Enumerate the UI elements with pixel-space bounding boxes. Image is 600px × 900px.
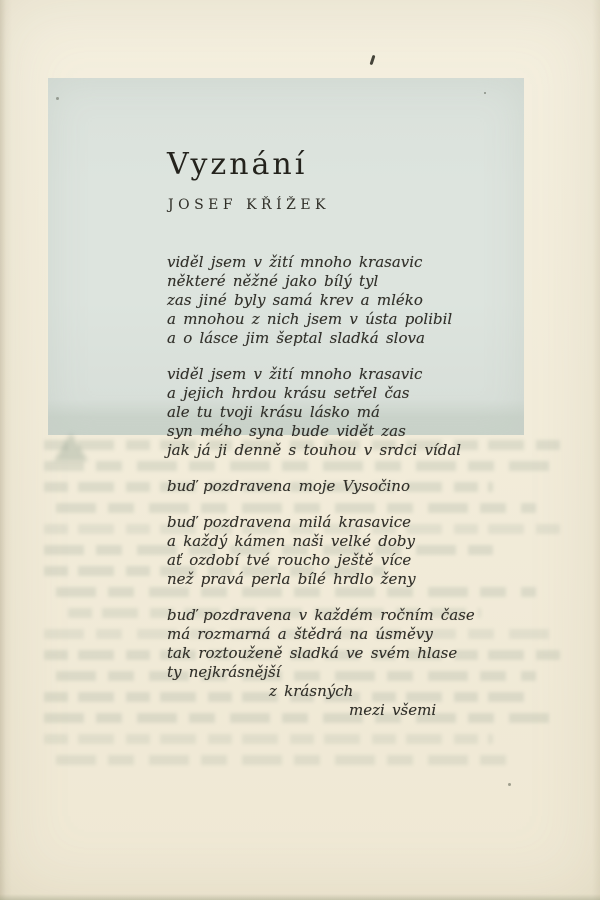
page-right-edge-shadow bbox=[592, 0, 600, 900]
poem-line: viděl jsem v žití mnoho krasavic bbox=[167, 253, 423, 271]
poem-line: ať ozdobí tvé roucho ještě více bbox=[167, 551, 412, 569]
poem bbox=[167, 253, 497, 737]
poem-line: některé něžné jako bílý tyl bbox=[167, 272, 379, 290]
poem-line: a každý kámen naši velké doby bbox=[167, 532, 416, 550]
poem-line: tak roztouženě sladká ve svém hlase bbox=[167, 644, 458, 662]
poem-line: zas jiné byly samá krev a mléko bbox=[167, 291, 423, 309]
ink-speck bbox=[56, 97, 59, 100]
poem-line: a o lásce jim šeptal sladká slova bbox=[167, 329, 425, 347]
poem-line: ale tu tvoji krásu lásko má bbox=[167, 403, 380, 421]
poem-line: má rozmarná a štědrá na úsměvy bbox=[167, 625, 433, 643]
page-bottom-edge-shadow bbox=[0, 894, 600, 900]
stanza-2 bbox=[167, 365, 497, 460]
ink-slash-mark bbox=[370, 55, 376, 65]
page-left-edge-shadow bbox=[0, 0, 12, 900]
bleedthrough-dropcap-ghost bbox=[54, 433, 88, 461]
poem-line: a mnohou z nich jsem v ústa polibil bbox=[167, 310, 453, 328]
poem-line: viděl jsem v žití mnoho krasavic bbox=[167, 365, 423, 383]
stanza-5 bbox=[167, 606, 497, 720]
stanza-1 bbox=[167, 253, 497, 348]
poem-line: ty nejkrásnější bbox=[167, 663, 281, 681]
poem-title: Vyznání bbox=[167, 147, 308, 182]
bleed-line bbox=[56, 755, 510, 765]
poem-line: a jejich hrdou krásu setřel čas bbox=[167, 384, 410, 402]
stanza-4 bbox=[167, 513, 497, 589]
ink-speck bbox=[508, 783, 511, 786]
poem-line: z krásných bbox=[269, 682, 354, 700]
poem-line: buď pozdravena moje Vysočino bbox=[167, 477, 410, 495]
poem-line: jak já ji denně s touhou v srdci vídal bbox=[167, 441, 462, 459]
stanza-3 bbox=[167, 477, 497, 496]
poem-line: buď pozdravena milá krasavice bbox=[167, 513, 412, 531]
poem-line: mezi všemi bbox=[349, 701, 437, 719]
poem-line: buď pozdravena v každém ročním čase bbox=[167, 606, 475, 624]
poem-author: JOSEF KŘÍŽEK bbox=[168, 197, 331, 213]
poem-line: syn mého syna bude vidět zas bbox=[167, 422, 406, 440]
ink-speck bbox=[484, 92, 486, 94]
poem-line: než pravá perla bílé hrdlo ženy bbox=[167, 570, 416, 588]
